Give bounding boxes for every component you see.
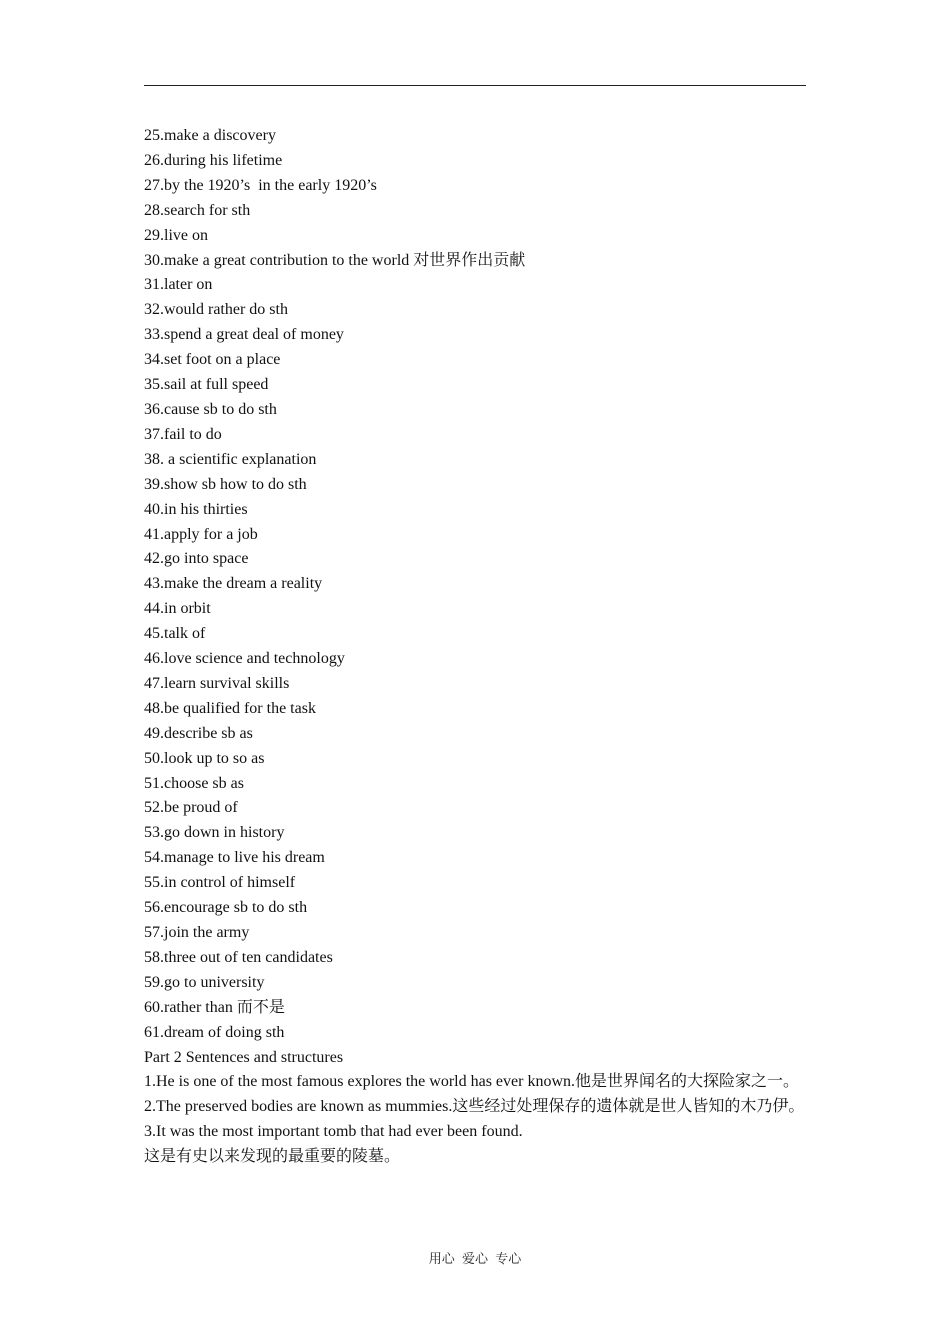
- phrase-item: 40.in his thirties: [144, 500, 248, 518]
- phrase-item: 37.fail to do: [144, 425, 222, 443]
- phrase-item: 26.during his lifetime: [144, 151, 283, 169]
- phrase-item: 30.make a great contribution to the world 对世界作出贡献: [144, 251, 526, 269]
- phrase-item: 25.make a discovery: [144, 127, 276, 144]
- phrase-item: 32.would rather do sth: [144, 301, 288, 319]
- phrase-item: 54.manage to live his dream: [144, 849, 325, 867]
- phrase-item: 61.dream of doing sth: [144, 1023, 285, 1041]
- phrase-item: 35.sail at full speed: [144, 376, 269, 394]
- phrase-item: 39.show sb how to do sth: [144, 475, 307, 493]
- header-rule: [144, 85, 806, 86]
- phrase-item: 55.in control of himself: [144, 874, 296, 892]
- document-body: [144, 124, 808, 1170]
- part2-heading: Part 2 Sentences and structures: [144, 1048, 344, 1066]
- sentence-item: 3.It was the most important tomb that had ever been found.: [144, 1123, 523, 1141]
- phrase-list: [144, 124, 808, 1046]
- phrase-item: 29.live on: [144, 226, 208, 244]
- phrase-item: 47.learn survival skills: [144, 674, 290, 692]
- phrase-item: 46.love science and technology: [144, 650, 345, 668]
- phrase-item: 27.by the 1920’s in the early 1920’s: [144, 176, 377, 194]
- sentence-item: 1.He is one of the most famous explores the world has ever known.他是世界闻名的大探险家之一。: [144, 1073, 800, 1091]
- phrase-item: 28.search for sth: [144, 201, 251, 219]
- phrase-item: 49.describe sb as: [144, 724, 253, 742]
- phrase-item: 34.set foot on a place: [144, 351, 281, 369]
- phrase-item: 42.go into space: [144, 550, 249, 568]
- phrase-item: 51.choose sb as: [144, 774, 244, 792]
- phrase-item: 31.later on: [144, 276, 213, 294]
- phrase-item: 33.spend a great deal of money: [144, 326, 344, 344]
- phrase-item: 41.apply for a job: [144, 525, 258, 543]
- phrase-item: 38. a scientific explanation: [144, 450, 317, 468]
- phrase-item: 50.look up to so as: [144, 749, 265, 767]
- phrase-item: 43.make the dream a reality: [144, 575, 323, 593]
- sentence-list: [144, 1070, 808, 1170]
- phrase-item: 56.encourage sb to do sth: [144, 899, 308, 917]
- phrase-item: 60.rather than 而不是: [144, 998, 285, 1016]
- sentence-item: 这是有史以来发现的最重要的陵墓。: [144, 1148, 401, 1166]
- phrase-item: 44.in orbit: [144, 600, 211, 618]
- phrase-item: 36.cause sb to do sth: [144, 400, 277, 418]
- page-footer: 用心 爱心 专心: [428, 1251, 522, 1266]
- phrase-item: 45.talk of: [144, 625, 206, 643]
- sentence-item: 2.The preserved bodies are known as mummies.这些经过处理保存的遗体就是世人皆知的木乃伊。: [144, 1098, 805, 1116]
- phrase-item: 53.go down in history: [144, 824, 285, 842]
- phrase-item: 48.be qualified for the task: [144, 699, 316, 717]
- phrase-item: 58.three out of ten candidates: [144, 948, 333, 966]
- phrase-item: 57.join the army: [144, 924, 250, 941]
- phrase-item: 59.go to university: [144, 973, 265, 991]
- phrase-item: 52.be proud of: [144, 799, 238, 817]
